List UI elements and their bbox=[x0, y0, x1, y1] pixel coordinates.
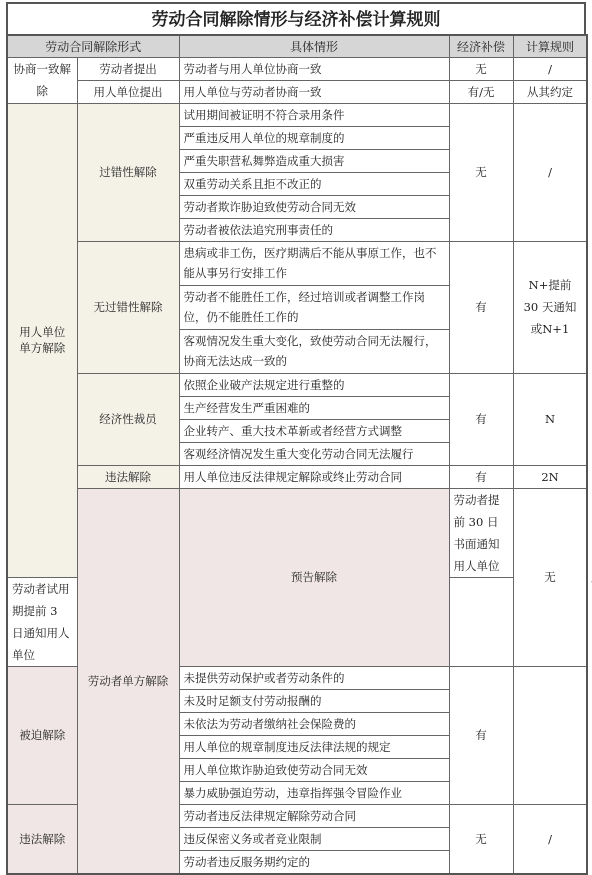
header-rule: 计算规则 bbox=[513, 35, 587, 57]
rule-cell: / bbox=[513, 57, 587, 80]
compensation-cell: 有 bbox=[449, 465, 513, 488]
table-row bbox=[7, 373, 587, 396]
sub-notice: 预告解除 bbox=[179, 488, 449, 666]
header-compensation: 经济补偿 bbox=[449, 35, 513, 57]
header-situation: 具体情形 bbox=[179, 35, 449, 57]
compensation-cell: 无 bbox=[449, 103, 513, 241]
sub-mutual-employer: 用人单位提出 bbox=[77, 80, 179, 103]
table-row bbox=[7, 488, 587, 577]
compensation-cell: 无 bbox=[449, 804, 513, 874]
situation-cell: 企业转产、重大技术革新或者经营方式调整 bbox=[179, 419, 449, 442]
header-form: 劳动合同解除形式 bbox=[7, 35, 179, 57]
situation-cell: 双重劳动关系且拒不改正的 bbox=[179, 172, 449, 195]
rule-cell: / bbox=[513, 804, 587, 874]
situation-cell: 暴力威胁强迫劳动，违章指挥强令冒险作业 bbox=[179, 781, 449, 804]
rule-cell: N bbox=[513, 373, 587, 465]
situation-cell: 劳动者与用人单位协商一致 bbox=[179, 57, 449, 80]
rule-cell: / bbox=[513, 103, 587, 241]
rules-table bbox=[6, 34, 588, 875]
situation-cell: 劳动者被依法追究刑事责任的 bbox=[179, 218, 449, 241]
situation-cell: 劳动者试用期提前 3 日通知用人单位 bbox=[7, 577, 77, 666]
group-worker: 劳动者单方解除 bbox=[77, 488, 179, 874]
table-row bbox=[7, 465, 587, 488]
sub-fault: 过错性解除 bbox=[77, 103, 179, 241]
situation-cell: 未依法为劳动者缴纳社会保险费的 bbox=[179, 712, 449, 735]
situation-cell: 未及时足额支付劳动报酬的 bbox=[179, 689, 449, 712]
situation-cell: 未提供劳动保护或者劳动条件的 bbox=[179, 666, 449, 689]
group-mutual: 协商一致解除 bbox=[7, 57, 77, 103]
situation-cell: 客观情况发生重大变化，致使劳动合同无法履行，协商无法达成一致的 bbox=[179, 329, 449, 373]
situation-cell: 劳动者欺诈胁迫致使劳动合同无效 bbox=[179, 195, 449, 218]
situation-cell: 劳动者不能胜任工作，经过培训或者调整工作岗位，仍不能胜任工作的 bbox=[179, 285, 449, 329]
compensation-cell: 无 bbox=[513, 488, 587, 666]
situation-cell: 患病或非工伤，医疗期满后不能从事原工作，也不能从事另行安排工作 bbox=[179, 241, 449, 285]
situation-cell: 依照企业破产法规定进行重整的 bbox=[179, 373, 449, 396]
situation-cell: 用人单位欺诈胁迫致使劳动合同无效 bbox=[179, 758, 449, 781]
document-title: 劳动合同解除情形与经济补偿计算规则 bbox=[6, 2, 586, 34]
sub-nofault: 无过错性解除 bbox=[77, 241, 179, 373]
header-row bbox=[7, 35, 587, 57]
rule-cell bbox=[513, 666, 587, 804]
situation-cell: 劳动者违反服务期约定的 bbox=[179, 850, 449, 874]
document bbox=[6, 2, 586, 875]
sub-forced: 被迫解除 bbox=[7, 666, 77, 804]
situation-cell: 用人单位与劳动者协商一致 bbox=[179, 80, 449, 103]
compensation-cell: 有 bbox=[449, 373, 513, 465]
situation-cell: 用人单位的规章制度违反法律法规的规定 bbox=[179, 735, 449, 758]
table-row bbox=[7, 57, 587, 80]
sub-employer-illegal: 违法解除 bbox=[77, 465, 179, 488]
rule-cell: 从其约定 bbox=[513, 80, 587, 103]
situation-cell: 生产经营发生严重困难的 bbox=[179, 396, 449, 419]
situation-cell: 劳动者违反法律规定解除劳动合同 bbox=[179, 804, 449, 827]
group-employer: 用人单位单方解除 bbox=[7, 103, 77, 577]
rule-cell: 2N bbox=[513, 465, 587, 488]
compensation-cell: 有 bbox=[449, 241, 513, 373]
table-row bbox=[7, 241, 587, 285]
situation-cell: 严重失职营私舞弊造成重大损害 bbox=[179, 149, 449, 172]
sub-worker-illegal: 违法解除 bbox=[7, 804, 77, 874]
situation-cell: 违反保密义务或者竞业限制 bbox=[179, 827, 449, 850]
rule-cell: N+提前 30 天通知或N+1 bbox=[513, 241, 587, 373]
situation-cell: 用人单位违反法律规定解除或终止劳动合同 bbox=[179, 465, 449, 488]
situation-cell: 严重违反用人单位的规章制度的 bbox=[179, 126, 449, 149]
situation-cell: 劳动者提前 30 日书面通知用人单位 bbox=[449, 488, 513, 577]
situation-cell: 试用期间被证明不符合录用条件 bbox=[179, 103, 449, 126]
compensation-cell: 无 bbox=[449, 57, 513, 80]
table-row bbox=[7, 103, 587, 126]
table-row bbox=[7, 80, 587, 103]
compensation-cell: 有/无 bbox=[449, 80, 513, 103]
sub-layoff: 经济性裁员 bbox=[77, 373, 179, 465]
sub-mutual-worker: 劳动者提出 bbox=[77, 57, 179, 80]
compensation-cell: 有 bbox=[449, 666, 513, 804]
situation-cell: 客观经济情况发生重大变化劳动合同无法履行 bbox=[179, 442, 449, 465]
